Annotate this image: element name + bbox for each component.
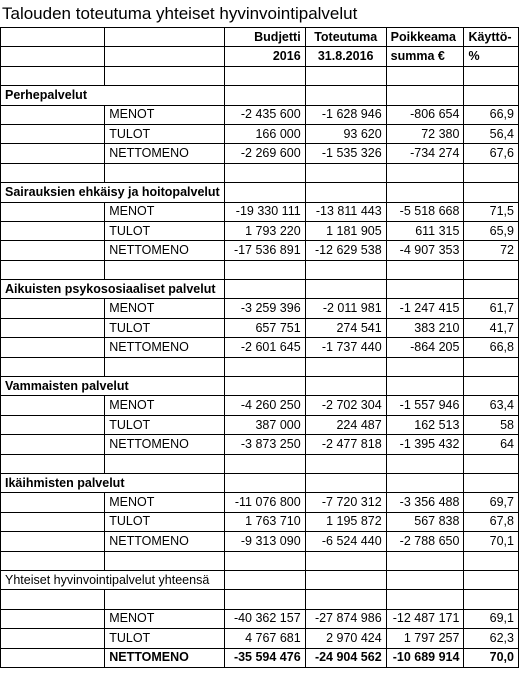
empty-cell xyxy=(1,629,105,648)
empty-cell xyxy=(305,183,386,202)
table-row xyxy=(1,435,519,454)
budjetti-header: Budjetti xyxy=(224,28,305,47)
poikkeama-value: 72 380 xyxy=(386,124,464,143)
budjetti-value: -40 362 157 xyxy=(224,609,305,628)
table-row xyxy=(1,493,519,512)
empty-cell xyxy=(305,377,386,396)
budjetti-value: -3 873 250 xyxy=(224,435,305,454)
empty-cell xyxy=(1,221,105,240)
empty-cell xyxy=(1,454,105,473)
row-label: TULOT xyxy=(105,221,224,240)
table-row xyxy=(1,318,519,337)
row-label: NETTOMENO xyxy=(105,241,224,260)
poikkeama-value: 611 315 xyxy=(386,221,464,240)
row-label: NETTOMENO xyxy=(105,144,224,163)
row-label: MENOT xyxy=(105,299,224,318)
row-label: MENOT xyxy=(105,396,224,415)
empty-cell xyxy=(386,590,464,609)
budjetti-value: -17 536 891 xyxy=(224,241,305,260)
empty-cell xyxy=(386,473,464,492)
poikkeama-value: -5 518 668 xyxy=(386,202,464,221)
toteutuma-value: -2 477 818 xyxy=(305,435,386,454)
toteutuma-value: -1 535 326 xyxy=(305,144,386,163)
kaytto-header: % xyxy=(464,47,519,66)
kaytto-value: 67,8 xyxy=(464,512,519,531)
budjetti-value: -11 076 800 xyxy=(224,493,305,512)
empty-cell xyxy=(1,338,105,357)
page-title: Talouden toteutuma yhteiset hyvinvointipalvelut xyxy=(2,4,358,23)
kaytto-value: 62,3 xyxy=(464,629,519,648)
empty-cell xyxy=(305,590,386,609)
toteutuma-value: -6 524 440 xyxy=(305,532,386,551)
poikkeama-header: Poikkeama xyxy=(386,28,464,47)
table-row xyxy=(1,338,519,357)
row-label: TULOT xyxy=(105,415,224,434)
kaytto-value: 69,7 xyxy=(464,493,519,512)
budjetti-value: 4 767 681 xyxy=(224,629,305,648)
table-row xyxy=(1,512,519,531)
empty-cell xyxy=(464,570,519,589)
toteutuma-value: -12 629 538 xyxy=(305,241,386,260)
empty-cell xyxy=(105,28,224,47)
toteutuma-value: -1 628 946 xyxy=(305,105,386,124)
budjetti-value: 387 000 xyxy=(224,415,305,434)
row-label: TULOT xyxy=(105,512,224,531)
empty-cell xyxy=(1,260,105,279)
row-label: MENOT xyxy=(105,105,224,124)
toteutuma-value: -1 737 440 xyxy=(305,338,386,357)
empty-cell xyxy=(1,357,105,376)
poikkeama-value: -1 557 946 xyxy=(386,396,464,415)
empty-cell xyxy=(386,357,464,376)
table-row xyxy=(1,221,519,240)
empty-cell xyxy=(1,28,105,47)
kaytto-value: 61,7 xyxy=(464,299,519,318)
table-row xyxy=(1,299,519,318)
empty-cell xyxy=(105,551,224,570)
row-label: NETTOMENO xyxy=(105,338,224,357)
row-label: NETTOMENO xyxy=(105,532,224,551)
section-row xyxy=(1,183,519,202)
table-row xyxy=(1,532,519,551)
empty-cell xyxy=(386,183,464,202)
poikkeama-value: -1 395 432 xyxy=(386,435,464,454)
empty-cell xyxy=(1,590,105,609)
kaytto-value: 56,4 xyxy=(464,124,519,143)
budjetti-value: -19 330 111 xyxy=(224,202,305,221)
budjetti-value: -9 313 090 xyxy=(224,532,305,551)
table-row xyxy=(1,629,519,648)
empty-cell xyxy=(305,280,386,299)
toteutuma-value: -24 904 562 xyxy=(305,648,386,667)
empty-row xyxy=(1,66,519,85)
poikkeama-header: summa € xyxy=(386,47,464,66)
empty-row xyxy=(1,454,519,473)
toteutuma-header: Toteutuma xyxy=(305,28,386,47)
empty-cell xyxy=(1,163,105,182)
empty-cell xyxy=(464,357,519,376)
empty-cell xyxy=(224,280,305,299)
empty-cell xyxy=(105,47,224,66)
empty-cell xyxy=(386,280,464,299)
poikkeama-value: 162 513 xyxy=(386,415,464,434)
empty-cell xyxy=(1,396,105,415)
empty-row xyxy=(1,357,519,376)
row-label: NETTOMENO xyxy=(105,648,224,667)
kaytto-value: 58 xyxy=(464,415,519,434)
kaytto-value: 70,1 xyxy=(464,532,519,551)
empty-cell xyxy=(464,163,519,182)
toteutuma-value: -2 702 304 xyxy=(305,396,386,415)
empty-cell xyxy=(224,590,305,609)
kaytto-value: 69,1 xyxy=(464,609,519,628)
empty-cell xyxy=(105,163,224,182)
empty-cell xyxy=(1,415,105,434)
table-row xyxy=(1,202,519,221)
kaytto-value: 66,8 xyxy=(464,338,519,357)
poikkeama-value: -4 907 353 xyxy=(386,241,464,260)
empty-cell xyxy=(1,609,105,628)
empty-cell xyxy=(1,435,105,454)
empty-row xyxy=(1,163,519,182)
budjetti-value: -2 601 645 xyxy=(224,338,305,357)
poikkeama-value: -806 654 xyxy=(386,105,464,124)
budjetti-value: -3 259 396 xyxy=(224,299,305,318)
empty-cell xyxy=(386,377,464,396)
row-label: TULOT xyxy=(105,629,224,648)
empty-cell xyxy=(464,473,519,492)
table-row xyxy=(1,396,519,415)
toteutuma-value: -7 720 312 xyxy=(305,493,386,512)
empty-cell xyxy=(386,66,464,85)
empty-cell xyxy=(224,66,305,85)
empty-cell xyxy=(464,260,519,279)
empty-cell xyxy=(224,377,305,396)
row-label: TULOT xyxy=(105,124,224,143)
empty-cell xyxy=(105,260,224,279)
empty-cell xyxy=(305,357,386,376)
header-row xyxy=(1,47,519,66)
table-row xyxy=(1,648,519,667)
section-title: Ikäihmisten palvelut xyxy=(1,473,225,492)
poikkeama-value: -864 205 xyxy=(386,338,464,357)
empty-cell xyxy=(224,163,305,182)
section-row xyxy=(1,473,519,492)
empty-cell xyxy=(305,473,386,492)
header-row xyxy=(1,28,519,47)
poikkeama-value: 383 210 xyxy=(386,318,464,337)
toteutuma-value: 1 195 872 xyxy=(305,512,386,531)
empty-cell xyxy=(1,551,105,570)
poikkeama-value: -12 487 171 xyxy=(386,609,464,628)
kaytto-value: 67,6 xyxy=(464,144,519,163)
toteutuma-value: 274 541 xyxy=(305,318,386,337)
toteutuma-value: 1 181 905 xyxy=(305,221,386,240)
empty-cell xyxy=(386,86,464,105)
toteutuma-value: 2 970 424 xyxy=(305,629,386,648)
table-row xyxy=(1,609,519,628)
table-row xyxy=(1,124,519,143)
poikkeama-value: -10 689 914 xyxy=(386,648,464,667)
section-title: Yhteiset hyvinvointipalvelut yhteensä xyxy=(1,570,225,589)
section-title: Sairauksien ehkäisy ja hoitopalvelut xyxy=(1,183,225,202)
empty-cell xyxy=(1,299,105,318)
empty-cell xyxy=(1,241,105,260)
empty-cell xyxy=(464,183,519,202)
empty-cell xyxy=(1,202,105,221)
empty-cell xyxy=(1,105,105,124)
empty-cell xyxy=(224,86,305,105)
empty-cell xyxy=(464,377,519,396)
empty-cell xyxy=(105,66,224,85)
kaytto-value: 64 xyxy=(464,435,519,454)
empty-cell xyxy=(464,86,519,105)
empty-cell xyxy=(105,357,224,376)
toteutuma-value: -2 011 981 xyxy=(305,299,386,318)
kaytto-value: 41,7 xyxy=(464,318,519,337)
budjetti-value: 166 000 xyxy=(224,124,305,143)
empty-cell xyxy=(305,454,386,473)
section-row xyxy=(1,570,519,589)
section-title: Aikuisten psykososiaaliset palvelut xyxy=(1,280,225,299)
empty-cell xyxy=(224,473,305,492)
row-label: MENOT xyxy=(105,493,224,512)
row-label: NETTOMENO xyxy=(105,435,224,454)
toteutuma-value: 224 487 xyxy=(305,415,386,434)
budjetti-value: -35 594 476 xyxy=(224,648,305,667)
empty-cell xyxy=(224,570,305,589)
kaytto-value: 66,9 xyxy=(464,105,519,124)
row-label: MENOT xyxy=(105,609,224,628)
empty-cell xyxy=(464,454,519,473)
kaytto-value: 71,5 xyxy=(464,202,519,221)
empty-row xyxy=(1,260,519,279)
empty-cell xyxy=(464,66,519,85)
empty-cell xyxy=(305,66,386,85)
toteutuma-header: 31.8.2016 xyxy=(305,47,386,66)
empty-cell xyxy=(1,144,105,163)
empty-cell xyxy=(305,570,386,589)
empty-cell xyxy=(386,570,464,589)
kaytto-value: 70,0 xyxy=(464,648,519,667)
empty-cell xyxy=(1,318,105,337)
table-row xyxy=(1,241,519,260)
empty-cell xyxy=(386,163,464,182)
poikkeama-value: -1 247 415 xyxy=(386,299,464,318)
budjetti-value: -4 260 250 xyxy=(224,396,305,415)
row-label: MENOT xyxy=(105,202,224,221)
empty-cell xyxy=(224,357,305,376)
finance-table xyxy=(0,27,519,668)
toteutuma-value: 93 620 xyxy=(305,124,386,143)
empty-row xyxy=(1,590,519,609)
section-title: Perhepalvelut xyxy=(1,86,225,105)
toteutuma-value: -27 874 986 xyxy=(305,609,386,628)
empty-cell xyxy=(1,47,105,66)
empty-cell xyxy=(464,551,519,570)
empty-cell xyxy=(305,86,386,105)
empty-cell xyxy=(1,493,105,512)
section-title: Vammaisten palvelut xyxy=(1,377,225,396)
empty-cell xyxy=(1,532,105,551)
table-row xyxy=(1,415,519,434)
empty-cell xyxy=(1,66,105,85)
poikkeama-value: -3 356 488 xyxy=(386,493,464,512)
poikkeama-value: 567 838 xyxy=(386,512,464,531)
section-row xyxy=(1,280,519,299)
empty-cell xyxy=(224,183,305,202)
empty-cell xyxy=(386,260,464,279)
poikkeama-value: -2 788 650 xyxy=(386,532,464,551)
empty-cell xyxy=(305,163,386,182)
empty-cell xyxy=(224,454,305,473)
empty-cell xyxy=(1,512,105,531)
budjetti-header: 2016 xyxy=(224,47,305,66)
empty-row xyxy=(1,551,519,570)
empty-cell xyxy=(105,454,224,473)
empty-cell xyxy=(464,590,519,609)
kaytto-value: 72 xyxy=(464,241,519,260)
budjetti-value: 657 751 xyxy=(224,318,305,337)
poikkeama-value: -734 274 xyxy=(386,144,464,163)
empty-cell xyxy=(305,551,386,570)
table-row xyxy=(1,144,519,163)
empty-cell xyxy=(1,648,105,667)
empty-cell xyxy=(305,260,386,279)
empty-cell xyxy=(464,280,519,299)
kaytto-header: Käyttö- xyxy=(464,28,519,47)
section-row xyxy=(1,377,519,396)
empty-cell xyxy=(1,124,105,143)
empty-cell xyxy=(105,590,224,609)
budjetti-value: 1 793 220 xyxy=(224,221,305,240)
poikkeama-value: 1 797 257 xyxy=(386,629,464,648)
empty-cell xyxy=(386,454,464,473)
row-label: TULOT xyxy=(105,318,224,337)
empty-cell xyxy=(224,551,305,570)
toteutuma-value: -13 811 443 xyxy=(305,202,386,221)
kaytto-value: 63,4 xyxy=(464,396,519,415)
budjetti-value: 1 763 710 xyxy=(224,512,305,531)
kaytto-value: 65,9 xyxy=(464,221,519,240)
empty-cell xyxy=(224,260,305,279)
table-row xyxy=(1,105,519,124)
section-row xyxy=(1,86,519,105)
budjetti-value: -2 269 600 xyxy=(224,144,305,163)
empty-cell xyxy=(386,551,464,570)
budjetti-value: -2 435 600 xyxy=(224,105,305,124)
